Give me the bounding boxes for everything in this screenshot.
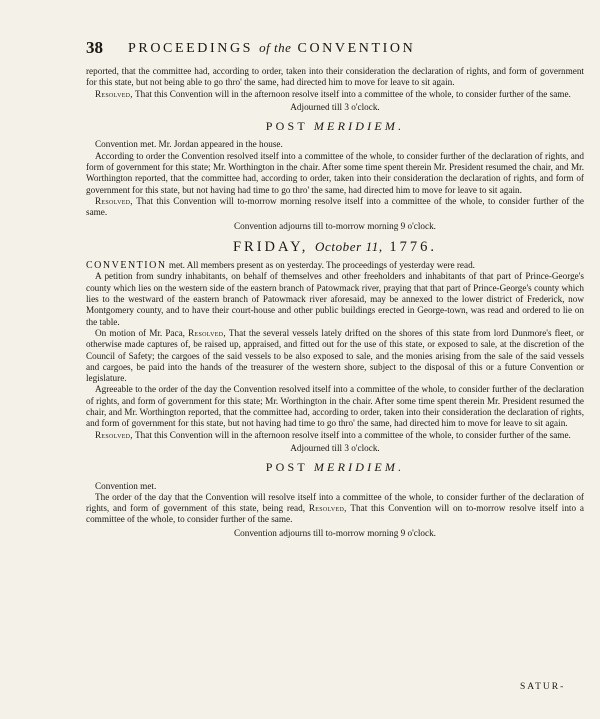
paragraph-text: That this Convention will in the afternoon resolve itself into a committee of the whole, to consider further of the same.	[132, 429, 571, 440]
paragraph-text: Agreeable to the order of the day the Convention resolved itself into a committee of the whole, to consider further of the declaration of rights, and form of government for this state; Mr. Worthington in the chair. After some time spent therein Mr. President resumed the chair, and Mr. Worthington reported, that the committee had, according to order, taken into their consideration the declaration of rights, and form of government for this state, but not having had time to go thro' the same, had directed him to move for leave to sit again.	[86, 384, 584, 429]
paragraph-order-of-day	[86, 384, 584, 429]
running-title-convention: CONVENTION	[297, 41, 416, 56]
paragraph-text: That the several vessels lately drifted on the shores of this state from lord Dunmore's fleet, or otherwise made captures of, be raised up, appraised, and fitted out for the use of this state, or exposed to sale, at the discretion of the Council of Safety; the cargoes of the said vessels to be also exposed to sale, and the monies arising from the sale of the said vessels and cargoes, be paid into the hands of the treasurer of the western shore, subject to the disposal of this or a future Convention or legislature.	[86, 327, 584, 384]
paragraph-text: met. All members present as on yesterday. The proceedings of yesterday were read.	[166, 260, 475, 271]
paragraph-convention-met-2	[86, 481, 584, 492]
post-meridiem-heading	[86, 121, 584, 132]
running-title-proceedings: PROCEEDINGS	[128, 41, 254, 56]
paragraph-resolution-afternoon-2	[86, 430, 584, 441]
resolved-lead: Resolved,	[188, 327, 226, 338]
page-number: 38	[86, 38, 103, 57]
day-date: October 11,	[315, 238, 383, 254]
day-year: 1776.	[389, 238, 437, 255]
paragraph-text: That this Convention will on to-morrow resolve itself into a committee of the whole, to consider further of the same.	[86, 503, 584, 525]
paragraph-text: Convention met. Mr. Jordan appeared in the house.	[95, 139, 283, 150]
convention-lead: CONVENTION	[86, 260, 167, 272]
paragraph-text: That this Convention will to-morrow morning resolve itself into a committee of the whole, to consider further of the same.	[86, 195, 584, 218]
running-title-of-the: of the	[259, 40, 292, 55]
resolved-lead: Resolved,	[308, 503, 347, 514]
heading-post: POST	[265, 460, 308, 475]
paragraph-text: A petition from sundry inhabitants, on behalf of themselves and other freeholders and inhabitants of that part of Prince-George's county which lies on the western side of the eastern branch of Patowmack river, praying that that part of Prince-George's county which lies to the westward of the eastern branch of Patowmack river aforesaid, may be annexed to the lower district of Frederick, now Montgomery county, and to have their court-house and other public buildings erected in George-town, was read and ordered to lie on the table.	[86, 271, 584, 327]
day-name: FRIDAY,	[232, 238, 309, 255]
paragraph-text: reported, that the committee had, according to order, taken into their consideration the declaration of rights, and form of government for this state, but not being able to go thro' the same, had directed him to move for leave to sit again.	[86, 66, 584, 88]
resolved-lead: Resolved,	[95, 195, 133, 206]
paragraph-paca-motion	[86, 328, 584, 384]
day-heading	[86, 238, 584, 255]
body-text	[86, 66, 584, 541]
heading-post: POST	[265, 119, 308, 134]
paragraph-order-read	[86, 492, 584, 526]
paragraph-convention-met	[86, 139, 584, 150]
post-meridiem-heading-2	[86, 462, 584, 473]
adjourned-note-2: Adjourned till 3 o'clock.	[290, 442, 380, 453]
paragraph-text: According to order the Convention resolved itself into a committee of the whole, to consider further of the declaration of rights, and form of government for this state; Mr. Worthington in the chair. After some time spent therein Mr. President resumed the chair, and Mr. Worthington reported, that the committee had, according to order, taken into their consideration the declaration of rights, and form of government for this state, but not having had time to go thro' the same, had directed him to move for leave to sit again.	[86, 150, 584, 195]
paragraph-text: The order of the day that the Convention will resolve itself into a committee of the whole, to consider further of the declaration of rights, and form of government of this state, being read,	[86, 491, 584, 514]
resolved-lead: Resolved,	[95, 88, 133, 99]
paragraph-committee-of-whole	[86, 151, 584, 196]
paragraph-text: That this Convention will in the afternoon resolve itself into a committee of the whole, to consider further of the same.	[132, 88, 571, 99]
paragraph-resolution-afternoon	[86, 89, 584, 100]
paragraph-convention-opening	[86, 260, 584, 271]
paragraph-text: On motion of Mr. Paca,	[95, 327, 189, 338]
heading-meridiem: MERIDIEM.	[313, 119, 405, 134]
page-header	[86, 38, 566, 60]
resolved-lead: Resolved,	[95, 429, 133, 440]
paragraph-petition	[86, 271, 584, 327]
catchword: SATUR-	[520, 682, 566, 692]
paragraph-text: Convention met.	[95, 480, 157, 491]
paragraph-committee-report	[86, 66, 584, 89]
heading-meridiem: MERIDIEM.	[313, 460, 405, 475]
paragraph-resolution-tomorrow	[86, 196, 584, 219]
adjourned-note: Adjourned till 3 o'clock.	[290, 101, 380, 112]
running-title	[128, 40, 415, 57]
adjourns-note-2: Convention adjourns till to-morrow morning 9 o'clock.	[234, 527, 436, 538]
adjourns-note: Convention adjourns till to-morrow morning 9 o'clock.	[234, 220, 436, 231]
